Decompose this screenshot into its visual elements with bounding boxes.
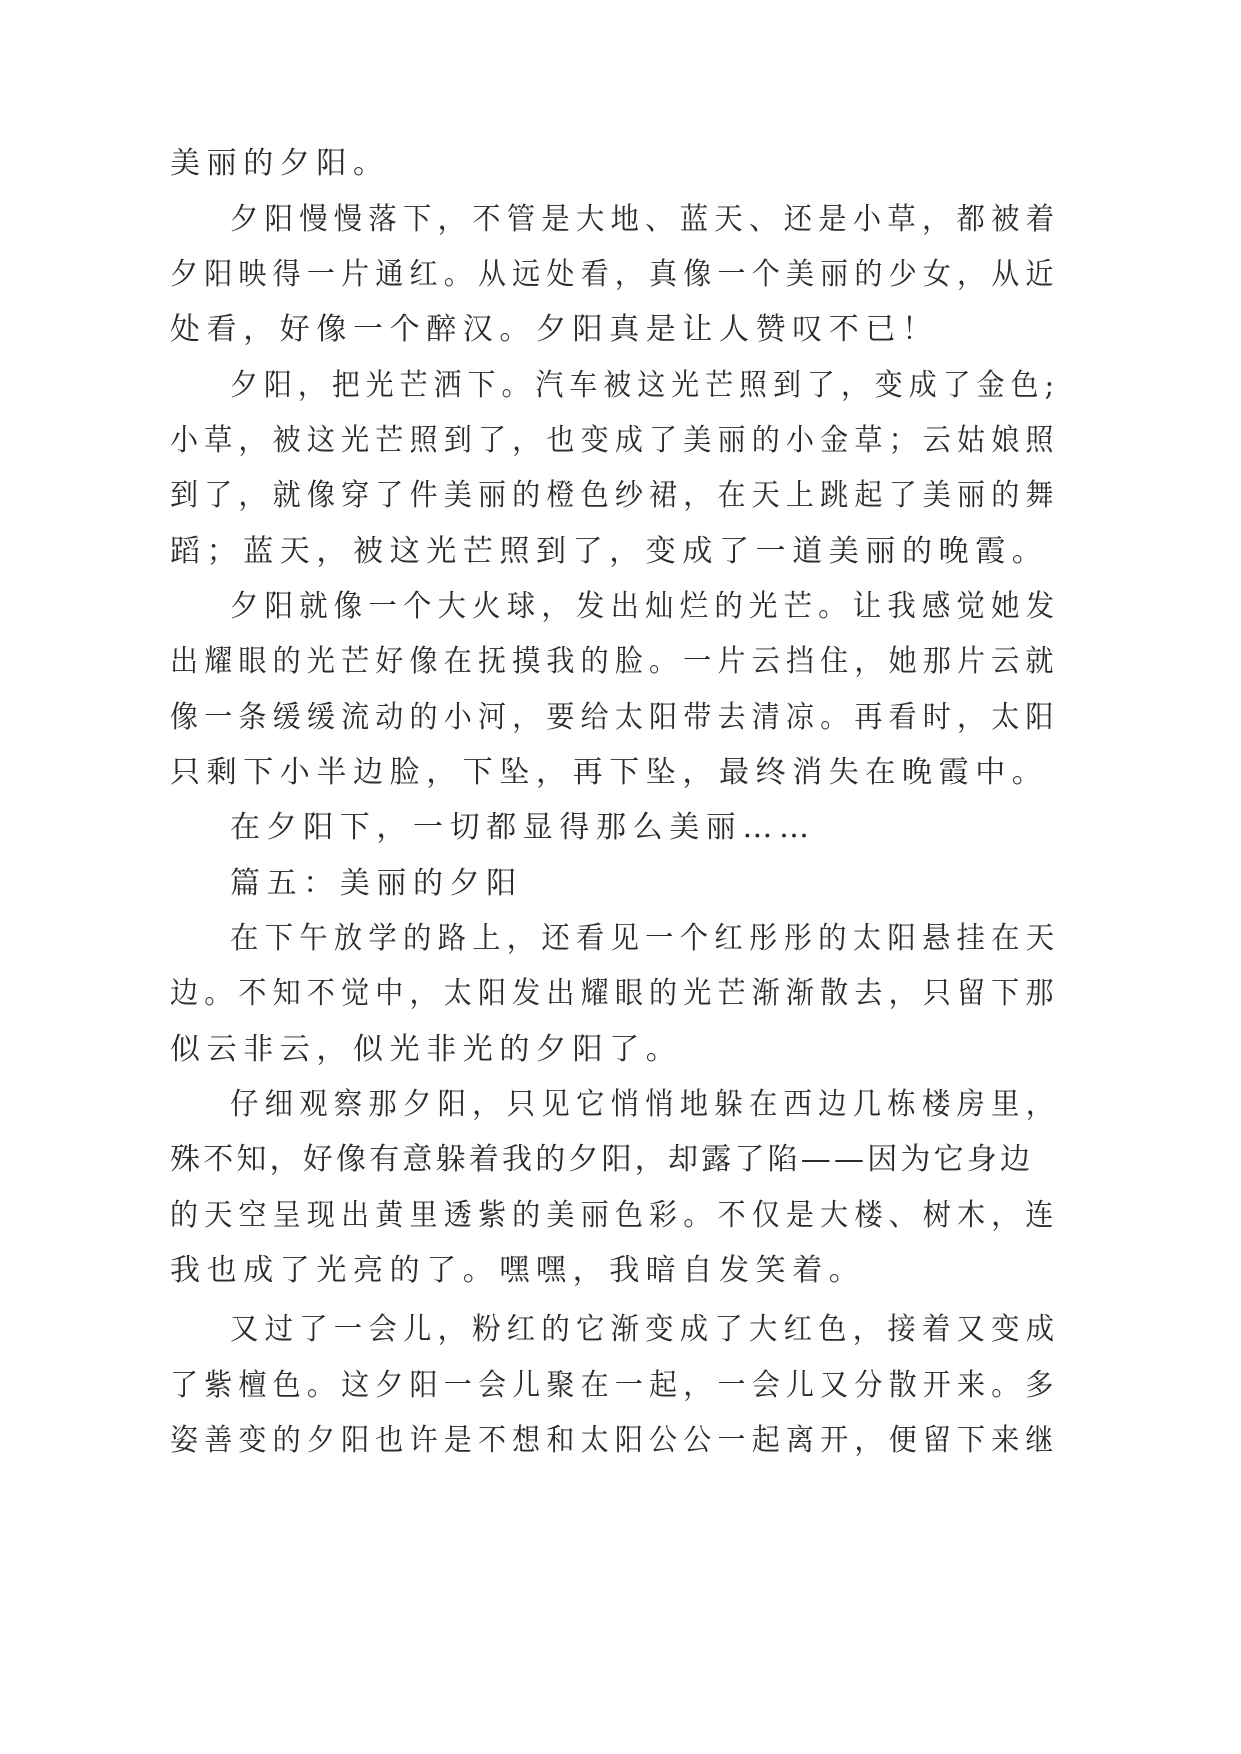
text-line: 到了，就像穿了件美丽的橙色纱裙，在天上跳起了美丽的舞 xyxy=(170,478,1060,513)
text-line: 出耀眼的光芒好像在抚摸我的脸。一片云挡住，她那片云就 xyxy=(170,644,1060,679)
text-line: 殊不知，好像有意躲着我的夕阳，却露了陷——因为它身边 xyxy=(170,1142,1034,1177)
text-line: 我也成了光亮的了。嘿嘿，我暗自发笑着。 xyxy=(170,1253,866,1288)
text-line: 夕阳映得一片通红。从远处看，真像一个美丽的少女，从近 xyxy=(170,257,1060,292)
text-line: 似云非云，似光非光的夕阳了。 xyxy=(170,1032,683,1067)
text-line: 美丽的夕阳。 xyxy=(170,146,390,181)
text-line: 姿善变的夕阳也许是不想和太阳公公一起离开，便留下来继 xyxy=(170,1423,1060,1458)
text-line: 处看，好像一个醉汉。夕阳真是让人赞叹不已！ xyxy=(170,312,939,347)
section-heading: 篇五：美丽的夕阳 xyxy=(230,866,523,901)
text-line: 蹈；蓝天，被这光芒照到了，变成了一道美丽的晚霞。 xyxy=(170,534,1049,569)
text-line: 仔细观察那夕阳，只见它悄悄地躲在西边几栋楼房里， xyxy=(230,1087,1061,1122)
text-line: 了紫檀色。这夕阳一会儿聚在一起，一会儿又分散开来。多 xyxy=(170,1368,1060,1403)
text-line: 又过了一会儿，粉红的它渐变成了大红色，接着又变成 xyxy=(230,1312,1061,1347)
text-line: 夕阳慢慢落下，不管是大地、蓝天、还是小草，都被着 xyxy=(230,202,1061,237)
text-line: 边。不知不觉中，太阳发出耀眼的光芒渐渐散去，只留下那 xyxy=(170,976,1060,1011)
text-line: 夕阳，把光芒洒下。汽车被这光芒照到了，变成了金色; xyxy=(230,368,1061,403)
text-line: 在下午放学的路上，还看见一个红彤彤的太阳悬挂在天 xyxy=(230,921,1061,956)
text-line: 的天空呈现出黄里透紫的美丽色彩。不仅是大楼、树木，连 xyxy=(170,1198,1060,1233)
text-line: 夕阳就像一个大火球，发出灿烂的光芒。让我感觉她发 xyxy=(230,589,1061,624)
text-line: 小草，被这光芒照到了，也变成了美丽的小金草；云姑娘照 xyxy=(170,423,1060,458)
text-line: 像一条缓缓流动的小河，要给太阳带去清凉。再看时，太阳 xyxy=(170,700,1060,735)
text-line: 只剩下小半边脸，下坠，再下坠，最终消失在晚霞中。 xyxy=(170,755,1049,790)
text-line: 在夕阳下，一切都显得那么美丽…… xyxy=(230,810,816,845)
